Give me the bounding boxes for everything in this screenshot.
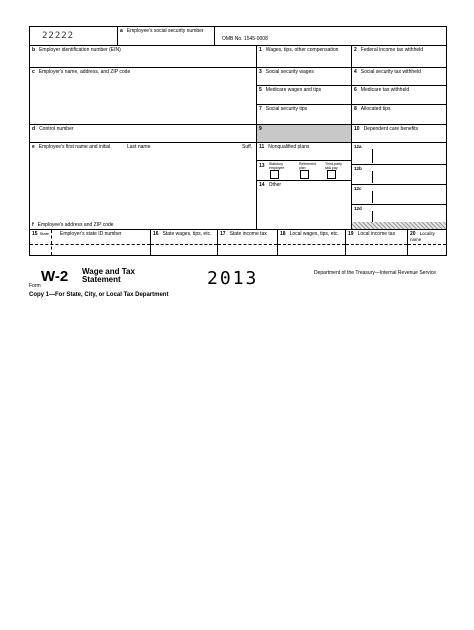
employer-name-address-field[interactable] xyxy=(30,68,257,125)
box-number: 12a xyxy=(354,144,362,149)
box-number: 15 xyxy=(32,231,38,237)
department-label: Department of the Treasury—Internal Revenue Service xyxy=(314,270,437,276)
box-letter: d xyxy=(32,126,36,132)
state-label: State xyxy=(39,231,49,236)
row-divider xyxy=(278,244,345,245)
box16-state-wages-field[interactable] xyxy=(151,230,218,255)
form-name: W-2 xyxy=(41,268,69,285)
box-label: Employer's name, address, and ZIP code xyxy=(38,69,131,75)
box-number: 13 xyxy=(259,163,265,169)
code-divider xyxy=(372,149,373,163)
box-label: State wages, tips, etc. xyxy=(162,231,212,237)
box8-allocated-tips-field[interactable] xyxy=(352,105,446,125)
box-number: 12b xyxy=(354,166,362,171)
box-letter: c xyxy=(32,69,35,75)
box-label: Social security tax withheld xyxy=(360,69,421,75)
employee-name-address-field[interactable] xyxy=(30,143,257,230)
box-number: 18 xyxy=(280,231,286,237)
box12c-field[interactable] xyxy=(352,185,446,205)
box-label: Wages, tips, other compensation xyxy=(265,47,339,53)
statutory-employee-checkbox[interactable] xyxy=(270,170,279,179)
employee-address-label xyxy=(32,222,114,228)
box18-local-wages-field[interactable] xyxy=(278,230,346,255)
third-party-sick-pay-label: Third-party sick pay xyxy=(325,162,342,170)
box-label: Locality name xyxy=(410,231,435,242)
box-number: 16 xyxy=(153,231,159,237)
box15-state-field[interactable] xyxy=(30,230,151,255)
box-label: Local wages, tips, etc. xyxy=(289,231,339,237)
box-number: 7 xyxy=(259,106,262,112)
box10-dependent-care-field[interactable] xyxy=(352,125,446,143)
box7-ss-tips-field[interactable] xyxy=(257,105,352,125)
employer-ein-field[interactable] xyxy=(30,46,257,68)
box1-wages-field[interactable] xyxy=(257,46,352,68)
control-number-field[interactable] xyxy=(30,125,257,143)
box-number: 12c xyxy=(354,186,362,191)
statutory-employee-label: Statutory employee xyxy=(269,162,285,170)
box-number: 6 xyxy=(354,87,357,93)
box-letter: e xyxy=(32,144,35,150)
box-label: Federal income tax withheld xyxy=(360,47,424,53)
box-label: State income tax xyxy=(229,231,267,237)
ssn-code: 22222 xyxy=(42,31,75,41)
omb-text: OMB No. 1545-0008 xyxy=(222,36,268,42)
box-label: Employee's first name and initial xyxy=(38,144,111,150)
suffix-label: Suff. xyxy=(242,144,253,150)
form-title-line1: Wage and Tax xyxy=(82,267,135,276)
box-label: Dependent care benefits xyxy=(363,126,419,132)
retirement-plan-label: Retirement plan xyxy=(299,162,317,170)
box-number: 11 xyxy=(259,144,265,150)
box-number: 4 xyxy=(354,69,357,75)
form-title-line2: Statement xyxy=(82,275,121,284)
form-year: 2013 xyxy=(207,268,259,289)
form-label: Form xyxy=(29,283,41,289)
box-label: Other xyxy=(268,182,282,188)
box-number: 19 xyxy=(348,231,354,237)
box-number: 17 xyxy=(220,231,226,237)
box-label: Social security tips xyxy=(265,106,308,112)
box12b-field[interactable] xyxy=(352,165,446,185)
box14-other-field[interactable] xyxy=(257,181,352,230)
box5-medicare-wages-field[interactable] xyxy=(257,86,352,105)
box-number: 8 xyxy=(354,106,357,112)
box17-state-tax-field[interactable] xyxy=(218,230,278,255)
form-title xyxy=(82,268,135,284)
box-number: 5 xyxy=(259,87,262,93)
w2-form-grid xyxy=(29,26,447,256)
box-number: 3 xyxy=(259,69,262,75)
row-divider xyxy=(408,244,446,245)
box-label: Medicare wages and tips xyxy=(265,87,322,93)
state-id-label: Employer's state ID number xyxy=(60,231,122,237)
box12d-field[interactable] xyxy=(352,205,446,230)
box-letter: a xyxy=(120,28,123,34)
omb-number xyxy=(215,27,446,46)
box3-ss-wages-field[interactable] xyxy=(257,68,352,86)
box-label: Employee's social security number xyxy=(126,28,204,34)
box6-medicare-tax-field[interactable] xyxy=(352,86,446,105)
row-divider xyxy=(151,244,217,245)
box9-field xyxy=(257,125,352,143)
copy-label: Copy 1—For State, City, or Local Tax Department xyxy=(29,292,169,298)
box2-federal-tax-field[interactable] xyxy=(352,46,446,68)
code-divider xyxy=(372,191,373,203)
employee-ssn-field[interactable] xyxy=(118,27,215,46)
box-letter: f xyxy=(32,222,34,228)
box-number: 2 xyxy=(354,47,357,53)
box-number: 9 xyxy=(259,126,262,132)
box-number: 20 xyxy=(410,231,416,237)
box-label: Medicare tax withheld xyxy=(360,87,410,93)
box-number: 1 xyxy=(259,47,262,53)
box-number: 14 xyxy=(259,182,265,188)
row-divider xyxy=(346,244,407,245)
code-divider xyxy=(372,171,373,183)
box-label: Employee's address and ZIP code xyxy=(37,222,114,228)
box-label: Social security wages xyxy=(265,69,314,75)
box-label: Employer identification number (EIN) xyxy=(39,47,121,53)
box-label: Local income tax xyxy=(357,231,396,237)
box-label: Nonqualified plans xyxy=(268,144,310,150)
state-divider xyxy=(51,230,52,255)
box13-checkboxes xyxy=(257,161,352,181)
row-divider xyxy=(218,244,277,245)
box20-locality-field[interactable] xyxy=(408,230,446,255)
box19-local-tax-field[interactable] xyxy=(346,230,408,255)
last-name-label: Last name xyxy=(127,144,151,150)
retirement-plan-checkbox[interactable] xyxy=(300,170,309,179)
third-party-sick-pay-checkbox[interactable] xyxy=(327,170,336,179)
box-label: Control number xyxy=(39,126,74,132)
box-letter: b xyxy=(32,47,36,53)
ssn-code-box xyxy=(30,27,118,46)
hatched-area xyxy=(352,222,446,229)
box11-nonqualified-field[interactable] xyxy=(257,143,352,161)
row-divider xyxy=(30,244,150,245)
box-number: 10 xyxy=(354,126,360,132)
box-label: Allocated tips xyxy=(360,106,391,112)
box12a-field[interactable] xyxy=(352,143,446,165)
box4-ss-tax-field[interactable] xyxy=(352,68,446,86)
box-number: 12d xyxy=(354,206,362,211)
